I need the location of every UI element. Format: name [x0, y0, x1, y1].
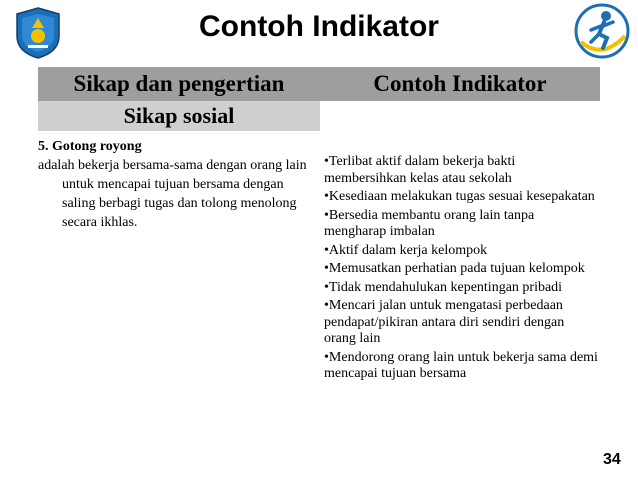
table-header-right: Contoh Indikator	[373, 71, 547, 96]
indicator-item: • Mencari jalan untuk mengatasi perbedaan pendapat/pikiran antara diri sendiri dengan orang lain	[324, 298, 598, 348]
attitude-definition-cell	[38, 137, 318, 232]
table-header-left: Sikap dan pengertian	[73, 71, 285, 96]
page-number: 34	[603, 451, 621, 468]
definition-text: adalah bekerja bersama-sama dengan orang lain untuk mencapai tujuan bersama dengan saling berbagi tugas dan tolong menolong secara ikhlas.	[38, 158, 307, 230]
indicator-item: • Terlibat aktif dalam bekerja bakti membersihkan kelas atau sekolah	[324, 154, 598, 187]
table-subheader: Sikap sosial	[38, 101, 320, 131]
indicator-cell	[324, 154, 598, 385]
page-title: Contoh Indikator	[199, 10, 439, 43]
indicator-item: • Kesediaan melakukan tugas sesuai kesepakatan	[324, 189, 598, 206]
kurikulum-2013-logo-icon	[573, 2, 631, 60]
indicator-item: • Aktif dalam kerja kelompok	[324, 243, 598, 260]
indicator-item: • Bersedia membantu orang lain tanpa mengharap imbalan	[324, 208, 598, 241]
indicator-list	[324, 154, 598, 383]
tut-wuri-handayani-logo-icon	[11, 6, 65, 60]
indicator-item: • Memusatkan perhatian pada tujuan kelompok	[324, 261, 598, 278]
indicator-item: • Mendorong orang lain untuk bekerja sama demi mencapai tujuan bersama	[324, 350, 598, 383]
indicator-item: • Tidak mendahulukan kepentingan pribadi	[324, 280, 598, 297]
section-heading: 5. Gotong royong	[38, 139, 142, 154]
